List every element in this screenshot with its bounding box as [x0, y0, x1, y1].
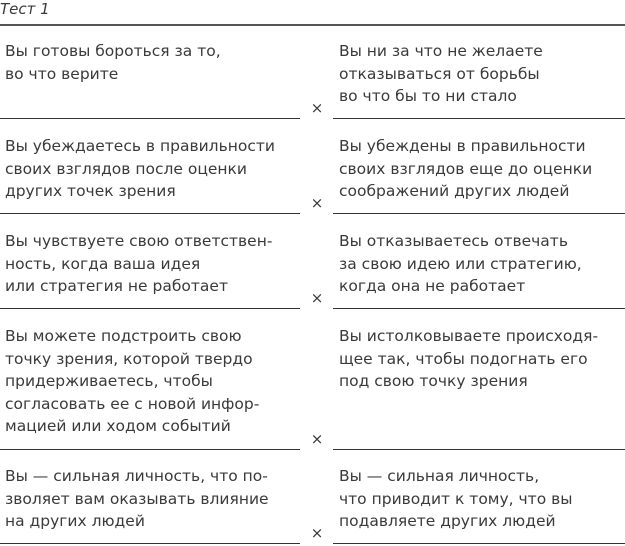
versus-cross: ×: [310, 430, 324, 448]
left-divider: [0, 449, 300, 450]
left-divider: [0, 213, 300, 214]
versus-cross: ×: [310, 289, 324, 307]
left-statement: Вы можете подстроить свою точку зрения, которой твердо придерживаетесь, чтобы согласовать ее с новой инфор- мацией или ходом событий: [5, 327, 260, 435]
left-divider: [0, 543, 300, 544]
statement-row: [0, 465, 625, 545]
statement-row: [0, 135, 625, 215]
left-divider: [0, 308, 300, 309]
left-statement: Вы убеждаетесь в правильности своих взглядов после оценки других точек зрения: [5, 137, 275, 200]
right-divider: [333, 308, 625, 309]
test-title: Тест 1: [0, 0, 50, 18]
versus-cross: ×: [310, 99, 324, 117]
left-statement: Вы готовы бороться за то, во что верите: [5, 42, 221, 83]
right-statement: Вы отказываетесь отвечать за свою идею или стратегию, когда она не работает: [339, 232, 582, 295]
right-divider: [333, 543, 625, 544]
statement-row: [0, 325, 625, 450]
statement-row: [0, 40, 625, 120]
versus-cross: ×: [310, 524, 324, 542]
right-divider: [333, 213, 625, 214]
right-statement: Вы ни за что не желаете отказываться от борьбы во что бы то ни стало: [339, 42, 543, 105]
left-statement: Вы — сильная личность, что по- зволяет вам оказывать влияние на других людей: [5, 467, 269, 530]
right-statement: Вы истолковываете происходя- щее так, чтобы подогнать его под свою точку зрения: [339, 327, 599, 390]
right-statement: Вы убеждены в правильности своих взглядов еще до оценки соображений других людей: [339, 137, 593, 200]
statement-row: [0, 230, 625, 310]
versus-cross: ×: [310, 194, 324, 212]
left-divider: [0, 118, 300, 119]
left-statement: Вы чувствуете свою ответствен- ность, когда ваша идея или стратегия не работает: [5, 232, 273, 295]
title-divider: [0, 24, 625, 26]
right-statement: Вы — сильная личность, что приводит к тому, что вы подавляете других людей: [339, 467, 573, 530]
right-divider: [333, 118, 625, 119]
right-divider: [333, 449, 625, 450]
